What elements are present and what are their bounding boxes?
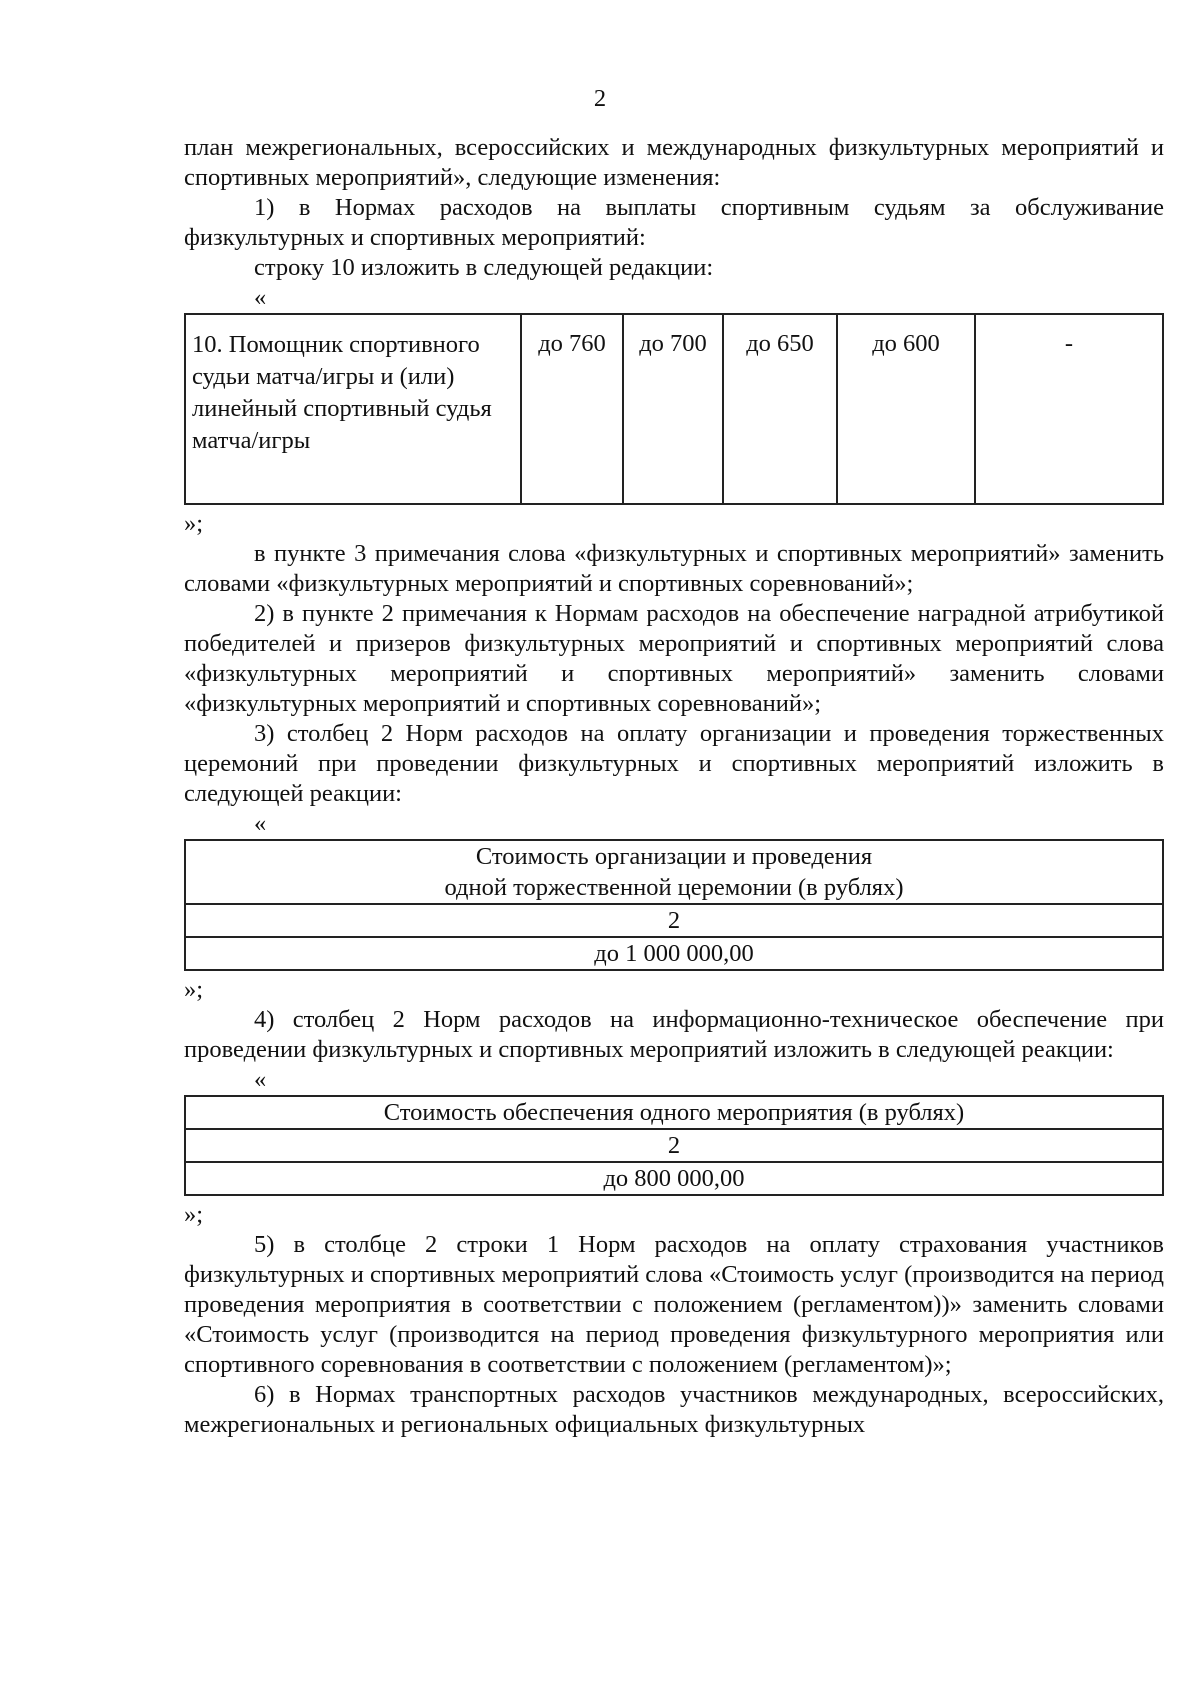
table-row — [185, 904, 1163, 937]
ceremony-header — [185, 840, 1163, 904]
document-body — [184, 133, 1164, 1440]
quote-open-mark: « — [254, 284, 267, 311]
ceremony-header-line-2: одной торжественной церемонии (в рублях) — [444, 874, 904, 901]
paragraph-row-10: строку 10 изложить в следующей редакции: — [254, 254, 714, 281]
quote-open-mark: « — [254, 1066, 267, 1093]
row-10-cell-1: до 760 — [521, 314, 623, 504]
table-row — [185, 1129, 1163, 1162]
ceremony-value: до 1 000 000,00 — [185, 937, 1163, 970]
paragraph-note-3: в пункте 3 примечания слова «физкультурных и спортивных мероприятий» заменить словами «физкультурных мероприятий и спортивных соревнований»; — [184, 540, 1164, 597]
paragraph-item-4: 4) столбец 2 Норм расходов на информационно-техническое обеспечение при проведении физкультурных и спортивных мероприятий изложить в следующей реакции: — [184, 1006, 1164, 1063]
row-10-label: 10. Помощник спортивного судьи матча/игры и (или) линейный спортивный судья матча/игры — [185, 314, 521, 504]
paragraph-item-2: 2) в пункте 2 примечания к Нормам расходов на обеспечение наградной атрибутикой победителей и призеров физкультурных мероприятий и спортивных мероприятий слова «физкультурных мероприятий и спортивных мероприятий» заменить словами «физкультурных мероприятий и спортивных соревнований»; — [184, 600, 1164, 717]
row-10-cell-5: - — [975, 314, 1163, 504]
paragraph-intro: план межрегиональных, всероссийских и международных физкультурных мероприятий и спортивных мероприятий», следующие изменения: — [184, 134, 1164, 191]
ceremony-column-number: 2 — [185, 904, 1163, 937]
quote-close-mark: »; — [184, 510, 204, 537]
paragraph-item-1: 1) в Нормах расходов на выплаты спортивным судьям за обслуживание физкультурных и спортивных мероприятий: — [184, 194, 1164, 251]
table-it-support — [184, 1095, 1164, 1196]
it-column-number: 2 — [185, 1129, 1163, 1162]
table-row — [185, 1162, 1163, 1195]
quote-close-mark: »; — [184, 1201, 204, 1228]
it-value: до 800 000,00 — [185, 1162, 1163, 1195]
table-row — [185, 937, 1163, 970]
paragraph-item-5: 5) в столбце 2 строки 1 Норм расходов на оплату страхования участников физкультурных и спортивных мероприятий слова «Стоимость услуг (производится на период проведения мероприятия в соответствии с положением (регламентом))» заменить словами «Стоимость услуг (производится на период проведения физкультурного мероприятия или спортивного соревнования в соответствии с положением (регламентом)»; — [184, 1231, 1164, 1378]
row-10-cell-4: до 600 — [837, 314, 975, 504]
row-10-cell-3: до 650 — [723, 314, 837, 504]
row-10-cell-2: до 700 — [623, 314, 723, 504]
ceremony-header-line-1: Стоимость организации и проведения — [475, 843, 873, 870]
table-row-10 — [184, 313, 1164, 505]
it-header: Стоимость обеспечения одного мероприятия (в рублях) — [185, 1096, 1163, 1129]
paragraph-item-6: 6) в Нормах транспортных расходов участников международных, всероссийских, межрегиональных и региональных официальных физкультурных — [184, 1381, 1164, 1438]
table-ceremony — [184, 839, 1164, 971]
quote-open-mark: « — [254, 810, 267, 837]
quote-close-mark: »; — [184, 976, 204, 1003]
table-row — [185, 314, 1163, 504]
table-row — [185, 1096, 1163, 1129]
paragraph-item-3: 3) столбец 2 Норм расходов на оплату организации и проведения торжественных церемоний при проведении физкультурных и спортивных мероприятий изложить в следующей реакции: — [184, 720, 1164, 807]
table-row — [185, 840, 1163, 904]
page-number: 2 — [593, 85, 607, 112]
